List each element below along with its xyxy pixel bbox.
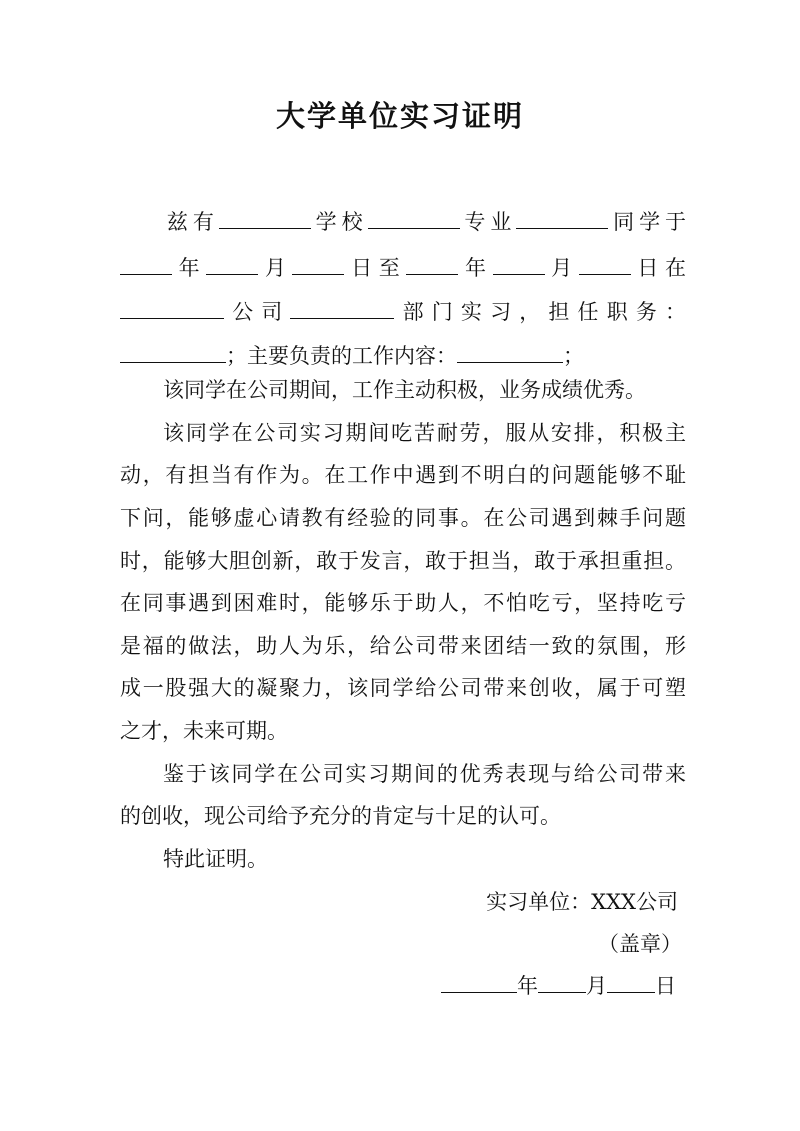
document-title: 大学单位实习证明 bbox=[275, 99, 524, 133]
text-day: 日 bbox=[655, 974, 676, 998]
paragraph-3-line-1: 鉴于该同学在公司实习期间的优秀表现与给公司带来 bbox=[163, 762, 686, 786]
signature-unit: 实习单位：XXX公司 bbox=[486, 890, 678, 914]
text-ziyou: 兹有 bbox=[162, 210, 219, 234]
fill-line-company bbox=[120, 297, 686, 327]
text-student-at: 同学于 bbox=[608, 210, 686, 234]
paragraph-2-line-5: 在同事遇到困难时，能够乐于助人，不怕吃亏，坚持吃亏 bbox=[120, 591, 686, 615]
end-day-blank[interactable] bbox=[579, 254, 631, 275]
text-year: 年 bbox=[172, 256, 207, 280]
end-year-blank[interactable] bbox=[406, 254, 458, 275]
paragraph-3-line-2: 的创收，现公司给予充分的肯定与十足的认可。 bbox=[120, 804, 561, 828]
major-blank[interactable] bbox=[368, 208, 460, 229]
text-major: 专业 bbox=[459, 210, 517, 234]
sign-month-blank[interactable] bbox=[538, 972, 586, 993]
fill-line-duties bbox=[120, 341, 584, 371]
text-day-at: 日在 bbox=[630, 256, 687, 280]
department-blank[interactable] bbox=[290, 298, 394, 319]
paragraph-1-line-1: 该同学在公司期间，工作主动积极，业务成绩优秀。 bbox=[163, 378, 646, 402]
text-month: 月 bbox=[544, 256, 579, 280]
sign-day-blank[interactable] bbox=[607, 972, 655, 993]
text-semicolon: ； bbox=[563, 344, 584, 368]
student-name-blank[interactable] bbox=[516, 208, 608, 229]
text-department-position: 部门实习，担任职务： bbox=[394, 300, 687, 324]
text-school: 学校 bbox=[310, 210, 368, 234]
start-year-blank[interactable] bbox=[120, 254, 172, 275]
fill-line-dates bbox=[120, 253, 686, 283]
paragraph-2-line-4: 时，能够大胆创新，敢于发言，敢于担当，敢于承担重担。 bbox=[120, 549, 686, 573]
start-day-blank[interactable] bbox=[292, 254, 344, 275]
text-month: 月 bbox=[258, 256, 293, 280]
start-month-blank[interactable] bbox=[206, 254, 258, 275]
text-month: 月 bbox=[586, 974, 607, 998]
text-day-to: 日至 bbox=[344, 256, 407, 280]
end-month-blank[interactable] bbox=[493, 254, 545, 275]
text-company: 公司 bbox=[224, 300, 291, 324]
text-year: 年 bbox=[517, 974, 538, 998]
signature-date bbox=[441, 971, 676, 1001]
paragraph-2-line-6: 是福的做法，助人为乐，给公司带来团结一致的氛围，形 bbox=[120, 634, 686, 658]
paragraph-2-line-2: 动，有担当有作为。在工作中遇到不明白的问题能够不耻 bbox=[120, 463, 686, 487]
company-blank[interactable] bbox=[120, 298, 224, 319]
fill-line-school bbox=[120, 207, 686, 237]
sign-year-blank[interactable] bbox=[441, 972, 517, 993]
seal-text: （盖章） bbox=[598, 932, 682, 956]
school-blank[interactable] bbox=[219, 208, 311, 229]
text-main-duties: ；主要负责的工作内容： bbox=[226, 344, 457, 368]
position-blank[interactable] bbox=[120, 342, 226, 363]
text-year: 年 bbox=[458, 256, 493, 280]
paragraph-2-line-1: 该同学在公司实习期间吃苦耐劳，服从安排，积极主 bbox=[163, 421, 686, 445]
paragraph-2-line-8: 之才，未来可期。 bbox=[120, 719, 288, 743]
duties-blank[interactable] bbox=[457, 342, 563, 363]
closing-text: 特此证明。 bbox=[163, 847, 268, 871]
paragraph-2-line-7: 成一股强大的凝聚力，该同学给公司带来创收，属于可塑 bbox=[120, 676, 686, 700]
paragraph-2-line-3: 下问，能够虚心请教有经验的同事。在公司遇到棘手问题 bbox=[120, 506, 686, 530]
